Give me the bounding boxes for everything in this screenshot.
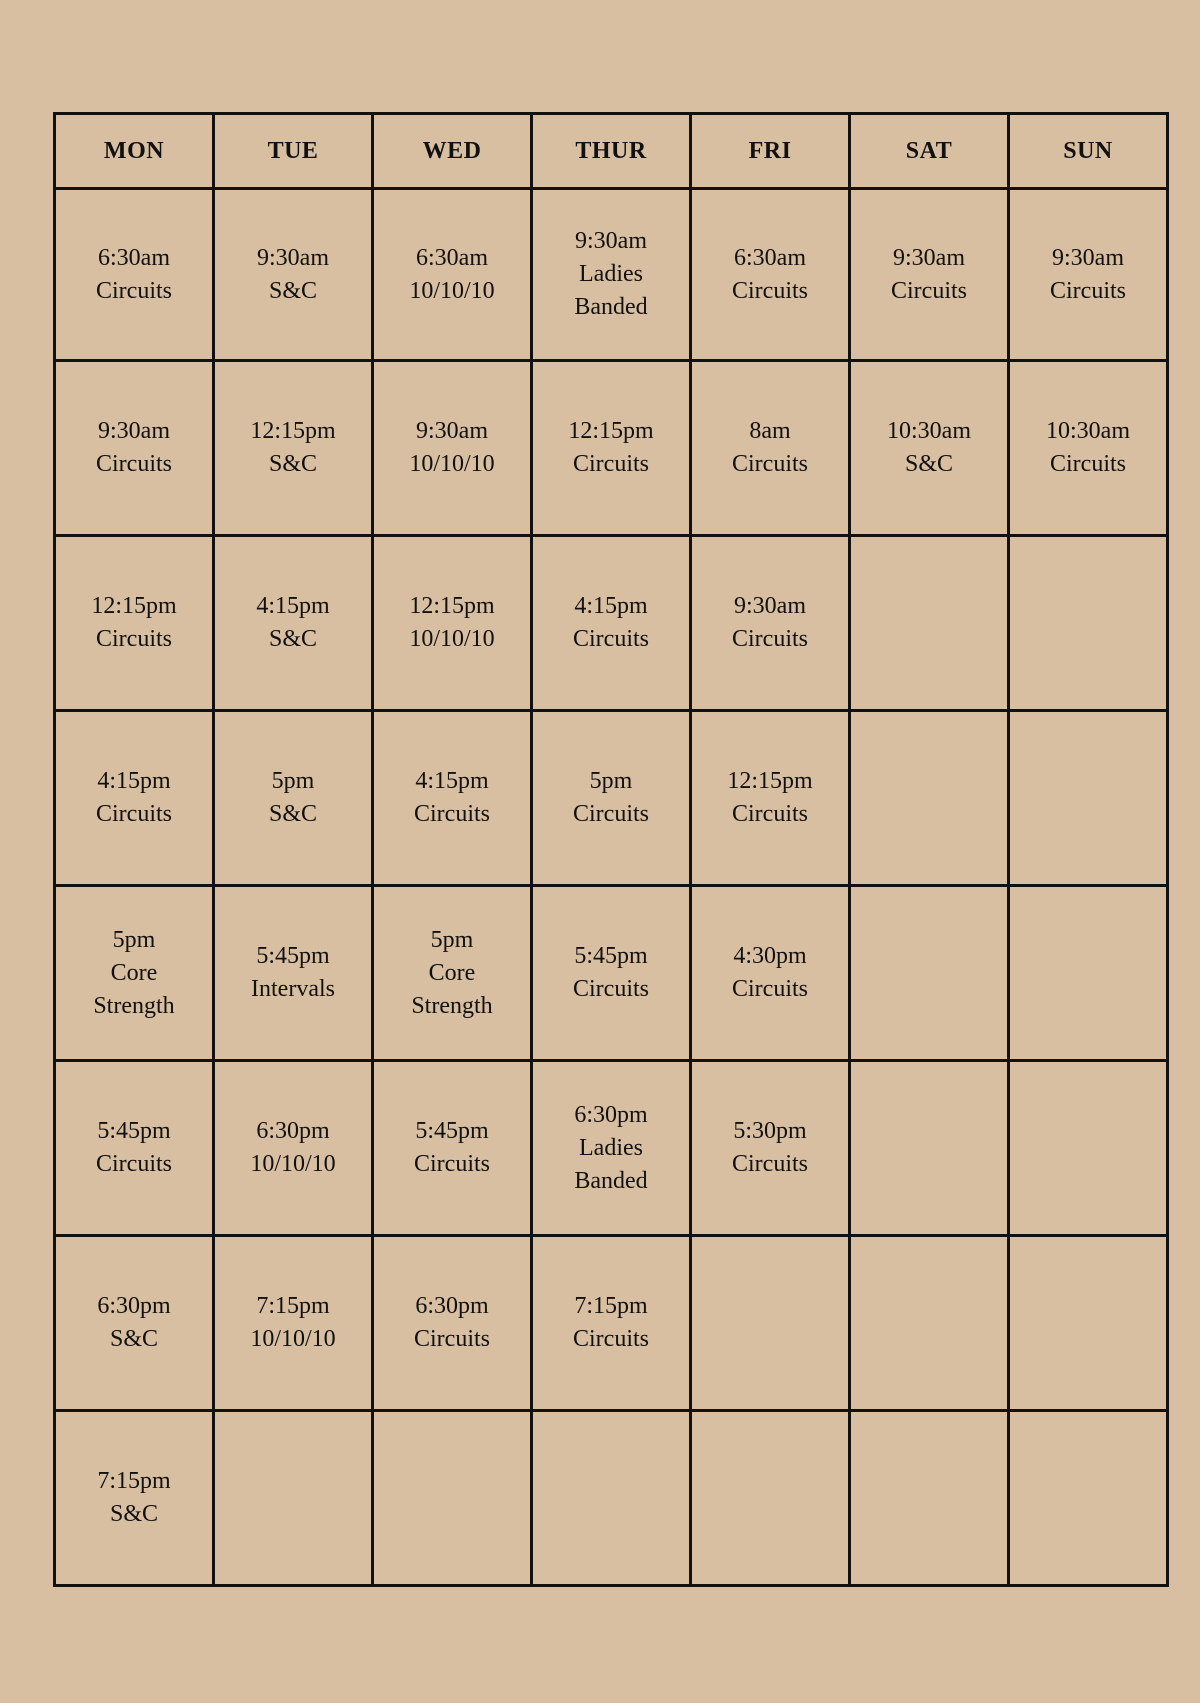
class-slot xyxy=(373,711,532,886)
class-time: 9:30am xyxy=(416,418,488,444)
empty-slot xyxy=(691,1411,850,1586)
class-slot xyxy=(55,1236,214,1411)
class-name: Circuits xyxy=(732,801,808,827)
class-name: Circuits xyxy=(414,1151,490,1177)
class-name: Circuits xyxy=(573,451,649,477)
class-slot xyxy=(691,886,850,1061)
class-time: 12:15pm xyxy=(91,593,177,619)
class-name: Circuits xyxy=(96,451,172,477)
class-time: 6:30am xyxy=(416,244,488,271)
class-slot xyxy=(214,1061,373,1236)
class-slot xyxy=(532,536,691,711)
class-slot xyxy=(850,361,1009,536)
class-time: 12:15pm xyxy=(727,768,813,794)
class-time: 4:15pm xyxy=(415,768,489,794)
class-name: S&C xyxy=(268,451,318,477)
class-slot xyxy=(532,886,691,1061)
class-slot xyxy=(214,1236,373,1411)
class-slot xyxy=(691,189,850,361)
class-name: Circuits xyxy=(96,801,172,827)
class-slot xyxy=(214,886,373,1061)
class-time: 4:30pm xyxy=(733,943,807,969)
day-header-fri: FRI xyxy=(691,114,850,189)
empty-slot xyxy=(1009,711,1168,886)
empty-slot xyxy=(532,1411,691,1586)
class-slot xyxy=(55,1411,214,1586)
class-name: 10/10/10 xyxy=(250,1151,336,1177)
class-name: Circuits xyxy=(573,976,649,1002)
day-header-sat: SAT xyxy=(850,114,1009,189)
class-name: S&C xyxy=(268,626,318,652)
class-name: Circuits xyxy=(573,626,649,652)
empty-slot xyxy=(850,1061,1009,1236)
class-time: 6:30pm xyxy=(256,1118,330,1144)
empty-slot xyxy=(1009,886,1168,1061)
class-slot xyxy=(691,536,850,711)
class-time: 9:30am xyxy=(98,418,170,444)
class-name: Circuits xyxy=(891,277,967,304)
class-name: Circuits xyxy=(96,626,172,652)
class-time: 5:45pm xyxy=(574,943,648,969)
empty-slot xyxy=(850,1411,1009,1586)
timetable-row xyxy=(55,1236,1168,1411)
class-name: Intervals xyxy=(251,976,335,1002)
day-header-wed: WED xyxy=(373,114,532,189)
empty-slot xyxy=(850,536,1009,711)
timetable-row xyxy=(55,189,1168,361)
class-name: Circuits xyxy=(573,1326,649,1352)
class-slot xyxy=(1009,361,1168,536)
class-slot xyxy=(532,1061,691,1236)
class-time: 5pm xyxy=(430,926,474,953)
empty-slot xyxy=(373,1411,532,1586)
class-name: Strength xyxy=(411,992,493,1019)
day-header-mon: MON xyxy=(55,114,214,189)
class-name: 10/10/10 xyxy=(409,451,495,477)
class-time: 12:15pm xyxy=(409,593,495,619)
class-slot xyxy=(373,886,532,1061)
class-time: 4:15pm xyxy=(574,593,648,619)
class-time: 6:30pm xyxy=(574,1101,648,1128)
class-time: 7:15pm xyxy=(256,1293,330,1319)
class-slot xyxy=(532,711,691,886)
class-slot xyxy=(373,361,532,536)
class-name: Circuits xyxy=(573,801,649,827)
class-name: Circuits xyxy=(414,1326,490,1352)
class-slot xyxy=(373,1061,532,1236)
timetable-row xyxy=(55,1411,1168,1586)
class-time: 10:30am xyxy=(1046,418,1130,444)
class-time: 5:45pm xyxy=(97,1118,171,1144)
class-time: 12:15pm xyxy=(250,418,336,444)
class-name: Circuits xyxy=(1050,277,1126,304)
day-header-tue: TUE xyxy=(214,114,373,189)
class-name: S&C xyxy=(268,277,318,304)
class-slot xyxy=(691,711,850,886)
class-time: 5pm xyxy=(589,768,633,794)
day-header-row xyxy=(55,114,1168,189)
empty-slot xyxy=(1009,1061,1168,1236)
class-time: 9:30am xyxy=(1052,244,1124,271)
timetable-row xyxy=(55,711,1168,886)
class-slot xyxy=(532,361,691,536)
class-time: 6:30am xyxy=(734,244,806,271)
class-name: Circuits xyxy=(732,626,808,652)
timetable-row xyxy=(55,361,1168,536)
empty-slot xyxy=(850,1236,1009,1411)
class-name: Circuits xyxy=(732,976,808,1002)
class-name: Core xyxy=(110,959,158,986)
timetable-row xyxy=(55,886,1168,1061)
day-header-sun: SUN xyxy=(1009,114,1168,189)
class-slot xyxy=(214,711,373,886)
empty-slot xyxy=(1009,536,1168,711)
empty-slot xyxy=(691,1236,850,1411)
class-slot xyxy=(373,536,532,711)
class-time: 9:30am xyxy=(734,593,806,619)
class-time: 12:15pm xyxy=(568,418,654,444)
timetable-body xyxy=(55,189,1168,1586)
class-slot xyxy=(850,189,1009,361)
class-slot xyxy=(55,1061,214,1236)
class-name: 10/10/10 xyxy=(409,626,495,652)
class-time: 6:30pm xyxy=(415,1293,489,1319)
class-time: 5pm xyxy=(271,768,315,794)
class-name: Circuits xyxy=(1050,451,1126,477)
class-time: 8am xyxy=(749,418,791,444)
class-time: 9:30am xyxy=(575,228,647,254)
class-time: 7:15pm xyxy=(574,1293,648,1319)
class-time: 5:45pm xyxy=(415,1118,489,1144)
class-name: Core xyxy=(428,959,476,986)
class-slot xyxy=(55,536,214,711)
class-slot xyxy=(691,361,850,536)
class-slot xyxy=(532,189,691,361)
class-name: 10/10/10 xyxy=(409,277,495,304)
timetable-row xyxy=(55,536,1168,711)
class-name: Circuits xyxy=(96,277,172,304)
class-time: 9:30am xyxy=(893,244,965,271)
empty-slot xyxy=(1009,1236,1168,1411)
class-time: 4:15pm xyxy=(256,593,330,619)
class-slot xyxy=(691,1061,850,1236)
class-name: Ladies xyxy=(579,261,643,287)
class-time: 6:30pm xyxy=(97,1293,171,1319)
empty-slot xyxy=(850,886,1009,1061)
class-name: 10/10/10 xyxy=(250,1326,336,1352)
class-name: Banded xyxy=(574,1167,648,1194)
class-time: 6:30am xyxy=(98,244,170,271)
class-slot xyxy=(55,711,214,886)
empty-slot xyxy=(1009,1411,1168,1586)
class-name: S&C xyxy=(268,801,318,827)
class-name: S&C xyxy=(904,451,954,477)
day-header-thur: THUR xyxy=(532,114,691,189)
class-time: 5:45pm xyxy=(256,943,330,969)
class-slot xyxy=(214,189,373,361)
class-time: 5pm xyxy=(112,926,156,953)
class-slot xyxy=(532,1236,691,1411)
class-name: Circuits xyxy=(96,1151,172,1177)
class-name: Circuits xyxy=(732,1151,808,1177)
class-timetable xyxy=(53,112,1169,1587)
class-name: Strength xyxy=(93,992,175,1019)
class-time: 9:30am xyxy=(257,244,329,271)
class-name: Banded xyxy=(574,294,648,320)
class-name: Ladies xyxy=(579,1134,643,1161)
timetable-row xyxy=(55,1061,1168,1236)
class-slot xyxy=(55,361,214,536)
class-slot xyxy=(373,189,532,361)
class-slot xyxy=(55,189,214,361)
class-slot xyxy=(1009,189,1168,361)
class-name: S&C xyxy=(109,1326,159,1352)
class-name: Circuits xyxy=(732,277,808,304)
class-slot xyxy=(214,536,373,711)
class-time: 7:15pm xyxy=(97,1468,171,1494)
class-slot xyxy=(214,361,373,536)
class-name: S&C xyxy=(109,1501,159,1527)
empty-slot xyxy=(214,1411,373,1586)
class-name: Circuits xyxy=(732,451,808,477)
class-slot xyxy=(373,1236,532,1411)
class-time: 4:15pm xyxy=(97,768,171,794)
class-time: 10:30am xyxy=(887,418,971,444)
class-time: 5:30pm xyxy=(733,1118,807,1144)
empty-slot xyxy=(850,711,1009,886)
class-name: Circuits xyxy=(414,801,490,827)
class-slot xyxy=(55,886,214,1061)
